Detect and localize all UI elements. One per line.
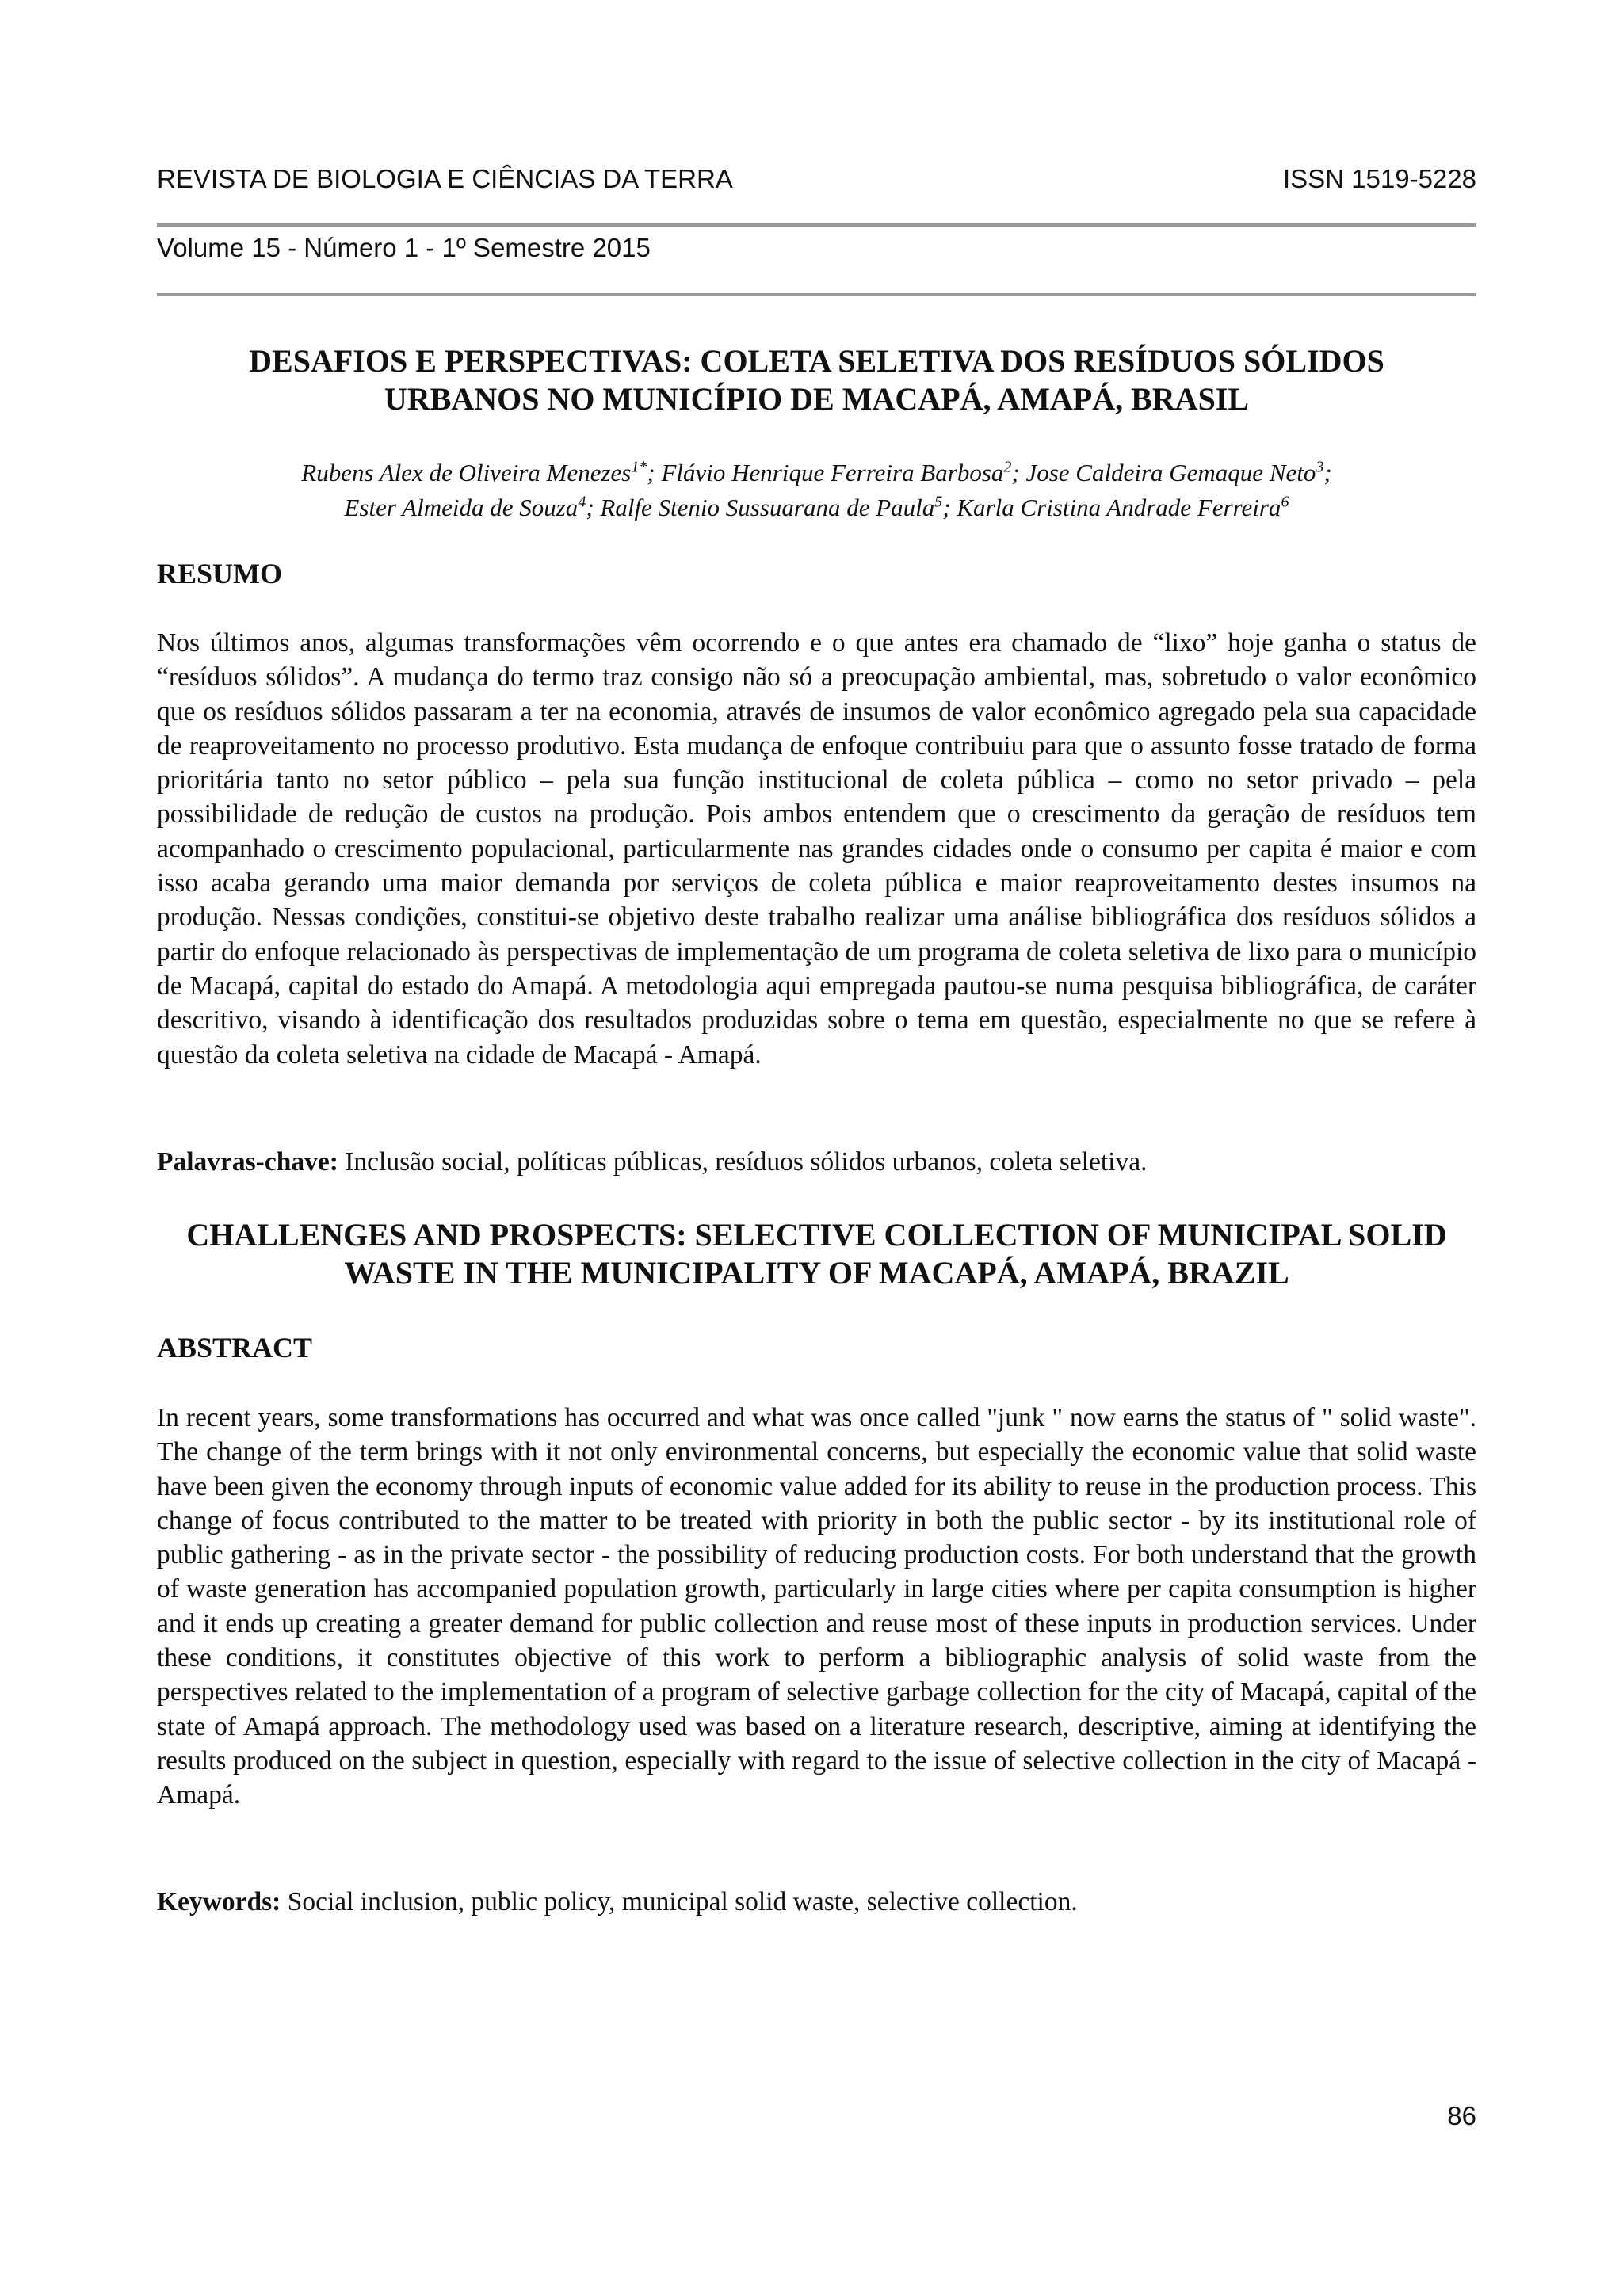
author-affiliation: 3 xyxy=(1316,458,1324,476)
author-line-2 xyxy=(157,490,1476,525)
author-name: Ralfe Stenio Sussuarana de Paula xyxy=(600,494,935,521)
keywords-label: Keywords: xyxy=(157,1887,281,1917)
author-name: Ester Almeida de Souza xyxy=(344,494,579,521)
journal-name: REVISTA DE BIOLOGIA E CIÊNCIAS DA TERRA xyxy=(157,164,733,193)
author-list xyxy=(157,456,1476,525)
author-name: Jose Caldeira Gemaque Neto xyxy=(1025,459,1316,486)
author-affiliation: 1* xyxy=(631,458,647,476)
title-english xyxy=(157,1216,1476,1292)
keywords xyxy=(157,1887,1476,1917)
author-separator: ; xyxy=(647,459,662,486)
author-separator: ; xyxy=(586,494,601,521)
title-pt-line-2: URBANOS NO MUNICÍPIO DE MACAPÁ, AMAPÁ, BRASIL xyxy=(384,381,1250,417)
abstract-paragraph: In recent years, some transformations has occurred and what was once called "junk " now earns the status of " solid waste". The change of the term brings with it not only environmental concerns, but especially the economic value that solid waste have been given the economy through inputs of economic value added for its ability to reuse in the production process. This change of focus contributed to the matter to be treated with priority in both the public sector - by its institutional role of public gathering - as in the private sector - the possibility of reducing production costs. For both understand that the growth of waste generation has accompanied population growth, particularly in large cities where per capita consumption is higher and it ends up creating a greater demand for public collection and reuse most of these inputs in production services. Under these conditions, it constitutes objective of this work to perform a bibliographic analysis of solid waste from the perspectives related to the implementation of a program of selective garbage collection for the city of Macapá, capital of the state of Amapá approach. The methodology used was based on a literature research, descriptive, aiming at identifying the results produced on the subject in question, especially with regard to the issue of selective collection in the city of Macapá - Amapá. xyxy=(157,1403,1476,1810)
running-header xyxy=(157,161,1476,197)
author-separator: ; xyxy=(942,494,957,521)
author-affiliation: 6 xyxy=(1281,493,1289,511)
title-pt-line-1: DESAFIOS E PERSPECTIVAS: COLETA SELETIVA DOS RESÍDUOS SÓLIDOS xyxy=(249,343,1384,379)
palavras-chave-label: Palavras-chave: xyxy=(157,1147,338,1177)
palavras-chave-list: Inclusão social, políticas públicas, resíduos sólidos urbanos, coleta seletiva. xyxy=(338,1147,1148,1177)
volume-divider xyxy=(157,293,1476,296)
author-name: Flávio Henrique Ferreira Barbosa xyxy=(661,459,1004,486)
palavras-chave xyxy=(157,1147,1476,1177)
author-line-1 xyxy=(157,456,1476,490)
volume-info: Volume 15 - Número 1 - 1º Semestre 2015 xyxy=(157,233,651,262)
author-affiliation: 4 xyxy=(578,493,586,511)
keywords-list: Social inclusion, public policy, municipal solid waste, selective collection. xyxy=(281,1887,1078,1917)
author-name: Karla Cristina Andrade Ferreira xyxy=(957,494,1281,521)
page-number: 86 xyxy=(1447,2101,1476,2130)
resumo-paragraph: Nos últimos anos, algumas transformações vêm ocorrendo e o que antes era chamado de “lixo” hoje ganha o status de “resíduos sólidos”. A mudança do termo traz consigo não só a preocupação ambiental, mas, sobretudo o valor econômico que os resíduos sólidos passaram a ter na economia, através de insumos de valor econômico agregado pela sua capacidade de reaproveitamento no processo produtivo. Esta mudança de enfoque contribuiu para que o assunto fosse tratado de forma prioritária tanto no setor público – pela sua função institucional de coleta pública – como no setor privado – pela possibilidade de redução de custos na produção. Pois ambos entendem que o crescimento da geração de resíduos tem acompanhado o crescimento populacional, particularmente nas grandes cidades onde o consumo per capita é maior e com isso acaba gerando uma maior demanda por serviços de coleta pública e maior reaproveitamento destes insumos na produção. Nessas condições, constitui-se objetivo deste trabalho realizar uma análise bibliográfica dos resíduos sólidos a partir do enfoque relacionado às perspectivas de implementação de um programa de coleta seletiva de lixo para o município de Macapá, capital do estado do Amapá. A metodologia aqui empregada pautou-se numa pesquisa bibliográfica, de caráter descritivo, visando à identificação dos resultados produzidas sobre o tema em questão, especialmente no que se refere à questão da coleta seletiva na cidade de Macapá - Amapá. xyxy=(157,628,1476,1070)
resumo-heading: RESUMO xyxy=(157,558,283,589)
header-divider xyxy=(157,223,1476,227)
author-separator: ; xyxy=(1011,459,1026,486)
author-name: Rubens Alex de Oliveira Menezes xyxy=(301,459,632,486)
author-affiliation: 5 xyxy=(934,493,943,511)
abstract-heading: ABSTRACT xyxy=(157,1332,313,1363)
title-en-line-2: WASTE IN THE MUNICIPALITY OF MACAPÁ, AMAPÁ, BRAZIL xyxy=(344,1255,1289,1291)
issn: ISSN 1519-5228 xyxy=(1282,164,1476,193)
title-portuguese xyxy=(157,342,1476,418)
author-affiliation: 2 xyxy=(1003,458,1012,476)
author-separator: ; xyxy=(1323,459,1332,486)
title-en-line-1: CHALLENGES AND PROSPECTS: SELECTIVE COLLECTION OF MUNICIPAL SOLID xyxy=(186,1217,1447,1253)
